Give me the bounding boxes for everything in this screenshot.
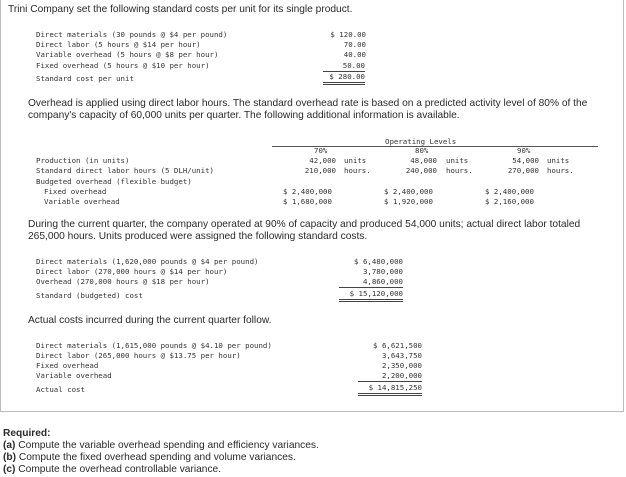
dlh-label: Standard direct labor hours (5 DLH/unit) [36, 166, 214, 175]
variable-overhead-value: $ 1,920,000 [384, 197, 433, 206]
required-item-c [3, 464, 221, 476]
production-value: 54,000 [512, 156, 539, 165]
variable-overhead-value: $ 2,160,000 [485, 197, 534, 206]
actual-row-label: Variable overhead [36, 371, 112, 380]
std-row-label: Fixed overhead (5 hours @ $10 per hour) [36, 61, 210, 70]
actual-row-amount: $ 6,621,500 [373, 341, 422, 350]
budget-row-amount: $ 6,480,000 [354, 257, 403, 266]
actual-row-amount: 2,350,000 [381, 361, 422, 370]
required-item-prefix: (b) [3, 452, 17, 463]
std-row-label: Variable overhead (5 hours @ $8 per hour) [36, 50, 219, 59]
fixed-overhead-value: $ 2,400,000 [485, 187, 534, 196]
budget-row-amount: 4,860,000 [339, 277, 403, 288]
production-unit: units [344, 156, 367, 165]
dlh-unit: hours. [446, 166, 473, 175]
budget-total-label: Standard (budgeted) cost [36, 291, 143, 300]
std-row-label: Direct materials (30 pounds @ $4 per pound) [36, 30, 228, 39]
production-unit: units [446, 156, 469, 165]
std-row-amount: 70.00 [343, 40, 366, 49]
std-total-label: Standard cost per unit [36, 74, 134, 83]
fixed-overhead-value: $ 2,400,000 [283, 187, 332, 196]
variable-overhead-label: Variable overhead [44, 197, 120, 206]
intro-text: Trini Company set the following standard costs per unit for its single product. [8, 4, 353, 15]
production-value: 48,000 [410, 156, 437, 165]
actual-row-amount: 2,200,000 [358, 371, 422, 382]
actual-total-label: Actual cost [36, 385, 85, 394]
budget-row-amount: 3,780,000 [362, 267, 403, 276]
budget-row-label: Direct labor (270,000 hours @ $14 per hour) [36, 267, 228, 276]
operating-levels-header: Operating Levels [385, 137, 457, 146]
level-90: 90% [517, 146, 531, 155]
std-row-label: Direct labor (5 hours @ $14 per hour) [36, 40, 201, 49]
actual-row-label: Direct materials (1,615,000 pounds @ $4.10 per pound) [36, 341, 272, 350]
required-item-text: Compute the variable overhead spending and efficiency variances. [18, 440, 319, 451]
overhead-paragraph: Overhead is applied using direct labor hours. The standard overhead rate is based on a predicted activity level of 80% of the company's capacity of 60,000 units per quarter. The following additional information is available. [28, 98, 588, 121]
std-row-amount: $ 120.00 [330, 30, 366, 39]
std-row-amount: 40.00 [343, 50, 366, 59]
current-quarter-paragraph: During the current quarter, the company operated at 90% of capacity and produced 54,000 units; actual direct labor totaled 265,000 hours. Units produced were assigned the following standard costs. [28, 219, 581, 242]
dlh-value: 270,000 [507, 166, 539, 175]
production-label: Production (in units) [36, 156, 130, 165]
production-value: 42,000 [309, 156, 336, 165]
actual-row-label: Direct labor (265,000 hours @ $13.75 per hour) [36, 351, 241, 360]
required-item-prefix: (a) [3, 440, 16, 451]
std-row-amount: 50.00 [323, 61, 365, 72]
fixed-overhead-value: $ 2,400,000 [384, 187, 433, 196]
std-total-amount: $ 280.00 [323, 72, 365, 85]
budget-row-label: Direct materials (1,620,000 pounds @ $4 per pound) [36, 257, 259, 266]
required-item-a [3, 440, 319, 452]
required-title: Required: [3, 428, 51, 439]
fixed-overhead-label: Fixed overhead [44, 187, 107, 196]
variable-overhead-value: $ 1,680,000 [283, 197, 332, 206]
production-unit: units [547, 156, 570, 165]
required-item-b [3, 452, 296, 464]
actual-row-amount: 3,643,750 [381, 351, 422, 360]
required-item-text: Compute the fixed overhead spending and volume variances. [18, 452, 296, 463]
actual-costs-paragraph: Actual costs incurred during the current quarter follow. [28, 315, 272, 326]
actual-row-label: Fixed overhead [36, 361, 99, 370]
dlh-unit: hours. [344, 166, 371, 175]
budgeted-overhead-label: Budgeted overhead (flexible budget) [36, 177, 192, 186]
actual-total-amount: $ 14,815,250 [358, 383, 422, 396]
level-80: 80% [415, 146, 429, 155]
dlh-unit: hours. [547, 166, 574, 175]
level-70: 70% [314, 146, 328, 155]
dlh-value: 240,000 [405, 166, 437, 175]
budget-row-label: Overhead (270,000 hours @ $18 per hour) [36, 277, 210, 286]
required-item-prefix: (c) [3, 464, 16, 475]
dlh-value: 210,000 [304, 166, 336, 175]
required-item-text: Compute the overhead controllable variance. [18, 464, 222, 475]
budget-total-amount: $ 15,120,000 [339, 289, 403, 302]
